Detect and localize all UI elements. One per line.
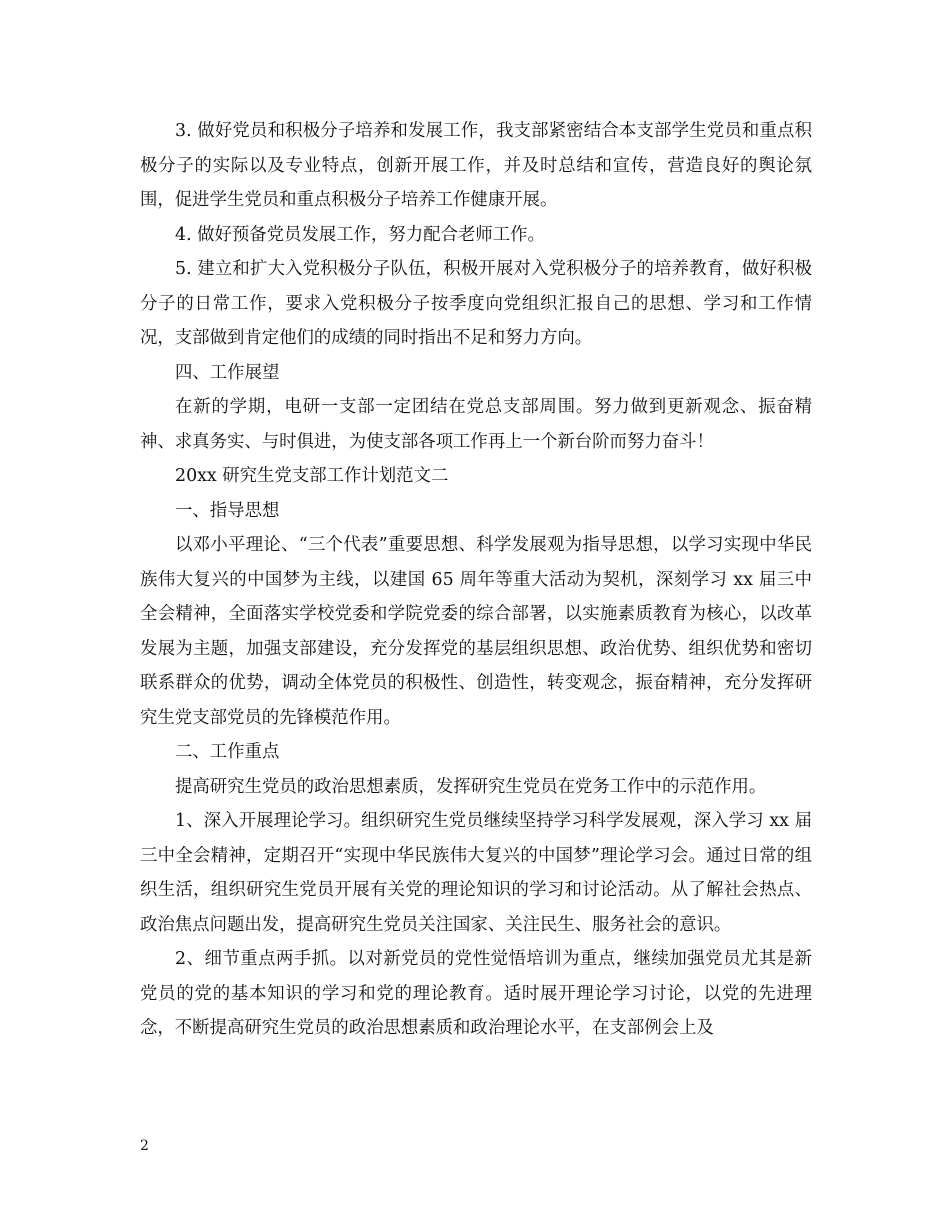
paragraph-theory-study: 1、深入开展理论学习。组织研究生党员继续坚持学习科学发展观，深入学习 xx 届三中全会精神，定期召开“实现中华民族伟大复兴的中国梦”理论学习会。通过日常的组织生活，组织研究生党员开展有关党的理论知识的学习和讨论活动。从了解社会热点、政治焦点问题出发，提高研究生党员关注国家、关注民生、服务社会的意识。 [140,811,812,935]
paragraph-work-focus-intro: 提高研究生党员的政治思想素质，发挥研究生党员在党务工作中的示范作用。 [175,776,767,797]
document-body [140,114,812,1046]
section-heading-outlook: 四、工作展望 [175,362,280,383]
paragraph-guiding-ideology: 以邓小平理论、“三个代表”重要思想、科学发展观为指导思想，以学习实现中华民族伟大复兴的中国梦为主线，以建国 65 周年等重大活动为契机，深刻学习 xx 届三中全会精神，全面落实学校党委和学院党委的综合部署，以实施素质教育为核心，以改革发展为主题，加强支部建设，充分发挥党的基层组织思想、政治优势、组织优势和密切联系群众的优势，调动全体党员的积极性、创造性，转变观念，振奋精神，充分发挥研究生党支部党员的先锋模范作用。 [140,535,812,728]
paragraph-outlook: 在新的学期，电研一支部一定团结在党总支部周围。努力做到更新观念、振奋精神、求真务实、与时俱进，为使支部各项工作再上一个新台阶而努力奋斗！ [140,397,812,452]
section-heading-work-focus: 二、工作重点 [175,742,280,762]
document-subtitle: 20xx 研究生党支部工作计划范文二 [175,466,449,486]
section-heading-guiding-ideology: 一、指导思想 [175,500,280,521]
page-number: 2 [140,1138,149,1154]
paragraph-detail-focus: 2、细节重点两手抓。以对新党员的党性觉悟培训为重点，继续加强党员尤其是新党员的党的基本知识的学习和党的理论教育。适时展开理论学习讨论，以党的先进理念，不断提高研究生党员的政治思想素质和政治理论水平，在支部例会上及 [140,949,812,1038]
paragraph-item-3: 3. 做好党员和积极分子培养和发展工作，我支部紧密结合本支部学生党员和重点积极分子的实际以及专业特点，创新开展工作，并及时总结和宣传，营造良好的舆论氛围，促进学生党员和重点积极分子培养工作健康开展。 [140,121,812,210]
paragraph-item-4: 4. 做好预备党员发展工作，努力配合老师工作。 [175,224,545,245]
paragraph-item-5: 5. 建立和扩大入党积极分子队伍，积极开展对入党积极分子的培养教育，做好积极分子的日常工作，要求入党积极分子按季度向党组织汇报自己的思想、学习和工作情况，支部做到肯定他们的成绩的同时指出不足和努力方向。 [140,259,812,348]
